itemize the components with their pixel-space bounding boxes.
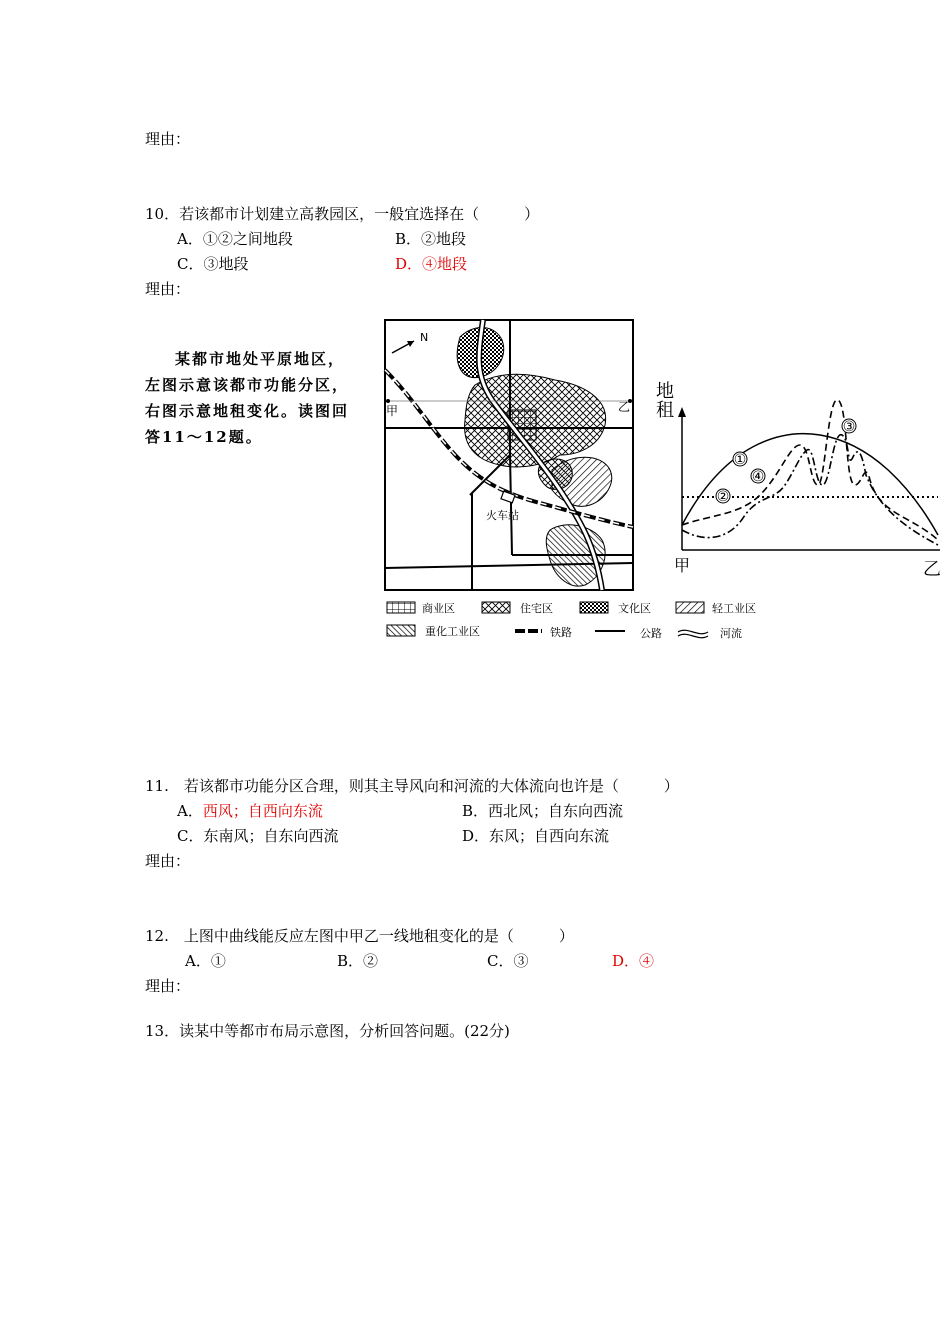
- legend-railway: 铁路: [550, 626, 572, 639]
- legend-river: 河流: [720, 627, 742, 640]
- curve-label-1: ①: [733, 452, 747, 468]
- map-legend: [387, 601, 651, 639]
- legend-highway: 公路: [640, 627, 662, 640]
- legend-light-industry: 轻工业区: [712, 602, 756, 615]
- q12-option-d: D．④: [612, 952, 655, 970]
- light-industry-area: [552, 457, 612, 506]
- curve-label-3: ③: [842, 419, 856, 435]
- legend-heavy-swatch: [387, 625, 415, 636]
- legend-cultural-swatch: [580, 602, 608, 613]
- q12-option-a: A．①: [185, 952, 226, 970]
- legend-commercial-swatch: [387, 602, 415, 613]
- curve-label-4: ④: [751, 469, 765, 485]
- north-label: N: [420, 331, 429, 344]
- q11-option-a: [177, 800, 323, 821]
- intro-line-4: 答11～12题。: [145, 428, 263, 446]
- land-rent-chart: [650, 375, 945, 580]
- q10-option-b: B．②地段: [395, 230, 467, 248]
- curve-labels: [716, 419, 856, 505]
- q10-option-c: C．③地段: [177, 255, 249, 273]
- q12-stem: 12. 上图中曲线能反应左图中甲乙一线地租变化的是（ ）: [145, 927, 574, 945]
- reason-label-top: 理由：: [145, 130, 191, 148]
- chart-ylabel-1: 地: [656, 381, 674, 402]
- q12-option-b: B．②: [337, 952, 379, 970]
- q11-option-d: D．东风；自西向东流: [462, 827, 610, 845]
- q10-option-a: A．①②之间地段: [177, 230, 293, 248]
- curve-label-2: ②: [716, 489, 730, 505]
- q11-reason-label: 理由：: [145, 852, 191, 870]
- legend-river-swatch: [678, 630, 708, 633]
- curve-1: [682, 434, 938, 535]
- map-yi-label: 乙: [618, 400, 631, 414]
- legend-light-swatch: [676, 602, 704, 613]
- curve-3: [682, 400, 938, 540]
- q12-option-c: C．③: [487, 952, 529, 970]
- legend-extra: [640, 596, 790, 646]
- q11-option-a-text: 西风；自西向东流: [202, 802, 323, 820]
- legend-residential: 住宅区: [520, 602, 553, 615]
- legend-commercial: 商业区: [422, 602, 455, 615]
- intro-line-3: 右图示意地租变化。读图回: [145, 402, 350, 420]
- q10-option-d: D．④地段: [395, 255, 468, 273]
- q11-option-b: B．西北风；自东向西流: [462, 802, 624, 820]
- intro-text: [145, 346, 365, 450]
- q11-option-c: C．东南风；自东向西流: [177, 827, 339, 845]
- legend-residential-swatch: [482, 602, 510, 613]
- intro-line-2: 左图示意该都市功能分区，: [145, 376, 350, 394]
- intro-line-1: 某都市地处平原地区，: [175, 350, 346, 368]
- legend-cultural: 文化区: [618, 602, 651, 615]
- train-station-label: 火车站: [486, 509, 519, 522]
- q11-option-a-letter: A．: [177, 802, 203, 820]
- chart-x-start: 甲: [674, 556, 691, 575]
- legend-heavy-industry: 重化工业区: [425, 625, 480, 638]
- q13-stem: 13．读某中等都市布局示意图，分析回答问题。(22分): [145, 1022, 510, 1040]
- chart-x-end: 乙: [923, 559, 941, 580]
- q10-stem: 10．若该都市计划建立高教园区，一般宜选择在（ ）: [145, 205, 540, 223]
- map-jia-label: 甲: [386, 404, 399, 418]
- q10-reason-label: 理由：: [145, 280, 191, 298]
- q11-stem: 11. 若该都市功能分区合理，则其主导风向和河流的大体流向也许是（ ）: [145, 777, 679, 795]
- chart-ylabel-2: 租: [656, 400, 674, 421]
- q12-reason-label: 理由：: [145, 977, 191, 995]
